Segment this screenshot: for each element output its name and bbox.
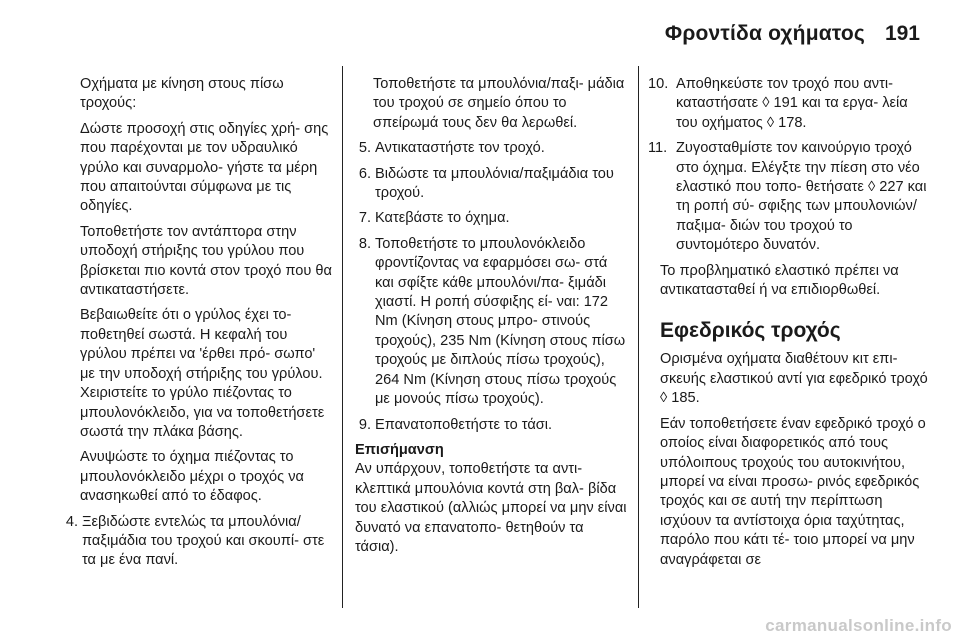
page-header [0,0,960,62]
column-3 [650,75,930,576]
page-title: Φροντίδα οχήματος [664,22,865,45]
column-divider-right [638,66,639,608]
paragraph: Ορισμένα οχήματα διαθέτουν κιτ επι- σκευής ελαστικού αντί για εφεδρικό τροχό ◊ 185. [660,351,928,407]
step-text: Ζυγοσταθμίστε τον καινούργιο τροχό στο όχημα. Ελέγξτε την πίεση στο νέο ελαστικό που τοπο- θετήσατε ◊ 227 και τη ροπή σύ- σφιξης των μπουλονιών/παξιμα- διών του τροχού το συντομότερο δυνατόν. [676,140,927,254]
step-8 [355,235,627,410]
paragraph: Τοποθετήστε τα μπουλόνια/παξι- μάδια του τροχού σε σημείο όπου το σπείρωμά τους δεν θα λερωθεί. [373,76,625,131]
column-divider-left [342,66,343,608]
step-6 [355,165,627,204]
step-9 [355,416,627,435]
paragraph: Το προβληματικό ελαστικό πρέπει να αντικατασταθεί ή να επιδιορθωθεί. [660,262,899,299]
note-text: Αν υπάρχουν, τοποθετήστε τα αντι- κλεπτικά μπουλόνια κοντά στη βαλ- βίδα του ελαστικού (αλλιώς μπορεί να μην είναι δυνατό να επανατοπο- θετηθούν τα τάσια). [355,461,627,555]
step-number: 4. [65,513,78,530]
column-2 [355,75,627,557]
section-heading: Εφεδρικός τροχός [660,319,841,343]
step-number: 5. [358,140,371,157]
step-number: 9. [358,416,371,433]
paragraph: Δώστε προσοχή στις οδηγίες χρή- σης που παρέχονται με τον υδραυλικό γρύλο και συναρμολο- γήστε τα μέρη που απαιτούνται σύμφωνα με τις οδηγίες. [80,120,329,215]
step-text: Αντικαταστήστε τον τροχό. [375,140,545,157]
step-text: Αποθηκεύστε τον τροχό που αντι- καταστήσατε ◊ 191 και τα εργα- λεία του οχήματος ◊ 178. [676,76,908,131]
step-text: Επανατοποθετήστε το τάσι. [375,416,553,433]
step-11 [650,139,930,255]
step-number: 11. [648,140,668,157]
step-number: 7. [358,210,371,227]
paragraph: Βεβαιωθείτε ότι ο γρύλος έχει το- ποθετηθεί σωστά. Η κεφαλή του γρύλου πρέπει να 'έρθει πρό- σωπο' με την υποδοχή στήριξης του γρύλου. Χειριστείτε το γρύλο πιέζοντας το μπουλονόκλειδο, για να τοποθετήσετε σωστά την πλάκα βάσης. [80,307,325,440]
paragraph: Ανυψώστε το όχημα πιέζοντας το μπουλονόκλειδο μέχρι ο τροχός να ανασηκωθεί από το έδαφος. [80,449,304,505]
paragraph: Εάν τοποθετήσετε έναν εφεδρικό τροχό ο οποίος είναι διαφορετικός από τους υπόλοιπους τροχούς του αυτοκινήτου, μπορεί να είναι προσω- ρινός εφεδρικός τροχός και σε αυτή την περίπτωση ισχύουν τα αντίστοιχα όρια ταχύτητας, παρόλο που κάτι τέ- τοιο μπορεί να μην αναγράφεται σε [660,415,926,568]
paragraph: Οχήματα με κίνηση στους πίσω τροχούς: [80,76,284,112]
step-7 [355,209,627,228]
step-text: Κατεβάστε το όχημα. [375,210,510,227]
step-number: 6. [358,165,371,182]
paragraph: Τοποθετήστε τον αντάπτορα στην υποδοχή στήριξης του γρύλου που βρίσκεται πιο κοντά στον τροχό που θα αντικαταστήσετε. [80,223,332,299]
step-number: 8. [358,235,371,252]
column-1 [62,75,334,577]
step-text: Τοποθετήστε το μπουλονόκλειδο φροντίζοντας να εφαρμόσει σω- στά και σφίξτε κάθε μπουλόνι/πα- ξιμάδι χιαστί. Η ροπή σύσφιξης εί- ναι: 172 Nm (Κίνηση στους μπρο- στινούς τροχούς), 235 Nm (Κίνηση στους πίσω τροχούς με διπλούς πίσω τροχούς), 264 Nm (Κίνηση στους πίσω τροχούς με μονούς πίσω τροχούς). [375,235,626,408]
step-text: Ξεβιδώστε εντελώς τα μπουλόνια/ παξιμάδια του τροχού και σκουπί- στε τα με ένα πανί. [82,513,325,569]
step-5 [355,139,627,158]
step-10 [650,75,930,133]
step-4 [62,513,334,571]
watermark: carmanualsonline.info [765,616,952,635]
page-number: 191 [884,22,920,45]
step-number: 10. [648,76,669,92]
note-title: Επισήμανση [355,441,444,458]
step-text: Βιδώστε τα μπουλόνια/παξιμάδια του τροχού. [375,165,614,202]
